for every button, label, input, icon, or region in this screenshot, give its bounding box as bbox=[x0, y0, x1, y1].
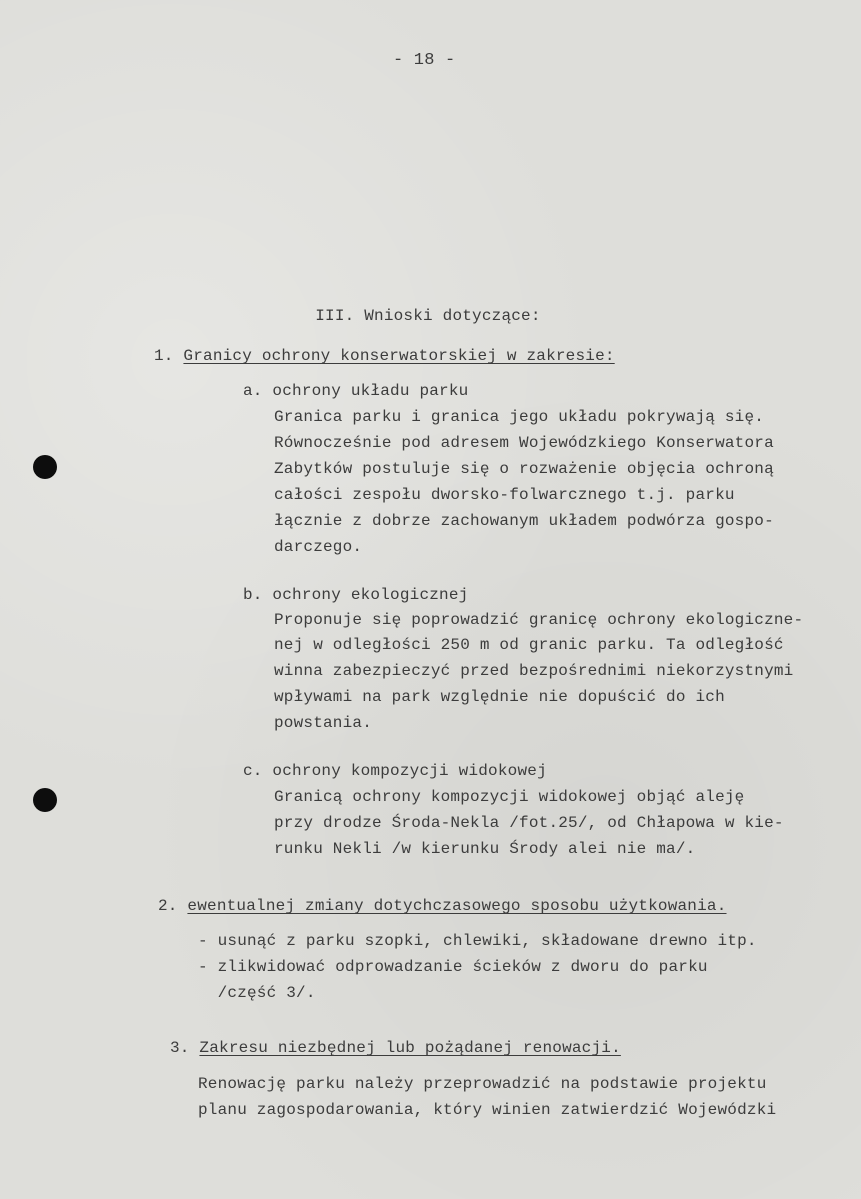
item-1b-label: b. bbox=[243, 586, 263, 604]
item-1a-title-row bbox=[243, 383, 468, 399]
item-1b-line: Proponuje się poprowadzić granicę ochrony ekologiczne- bbox=[274, 611, 804, 629]
item-1b-line: wpływami na park względnie nie dopuścić do ich bbox=[274, 688, 725, 706]
item-1-heading: Granicy ochrony konserwatorskiej w zakresie: bbox=[183, 347, 615, 365]
item-1b-title-row bbox=[243, 587, 468, 603]
item-2-line: - usunąć z parku szopki, chlewiki, składowane drewno itp. bbox=[198, 932, 757, 950]
page-number: - 18 - bbox=[393, 51, 456, 70]
item-1-number: 1. bbox=[154, 347, 174, 365]
item-1c-line: przy drodze Środa-Nekla /fot.25/, od Chłapowa w kie- bbox=[274, 814, 784, 832]
item-1b-line: powstania. bbox=[274, 714, 373, 732]
punch-hole-icon bbox=[33, 788, 57, 812]
item-1b-line: winna zabezpieczyć przed bezpośrednimi niekorzystnymi bbox=[274, 662, 794, 680]
item-3-heading-row bbox=[170, 1040, 621, 1056]
item-2-number: 2. bbox=[158, 897, 178, 915]
item-1a-line: darczego. bbox=[274, 538, 363, 556]
section-heading bbox=[276, 292, 541, 340]
item-1a-line: Równocześnie pod adresem Wojewódzkiego Konserwatora bbox=[274, 434, 774, 452]
item-1c-line: runku Nekli /w kierunku Środy alei nie ma/. bbox=[274, 840, 696, 858]
item-1c-title: ochrony kompozycji widokowej bbox=[272, 762, 547, 780]
item-1b-title: ochrony ekologicznej bbox=[272, 586, 469, 604]
item-1a-line: Zabytków postuluje się o rozważenie objęcia ochroną bbox=[274, 460, 774, 478]
item-1a-label: a. bbox=[243, 382, 263, 400]
item-3-line: planu zagospodarowania, który winien zatwierdzić Wojewódzki bbox=[198, 1101, 777, 1119]
item-2-heading: ewentualnej zmiany dotychczasowego sposobu użytkowania. bbox=[187, 897, 727, 915]
item-1a-line: całości zespołu dworsko-folwarcznego t.j. parku bbox=[274, 486, 735, 504]
item-1c-label: c. bbox=[243, 762, 263, 780]
item-1b-line: nej w odległości 250 m od granic parku. Ta odległość bbox=[274, 636, 784, 654]
item-2-line: /część 3/. bbox=[198, 984, 316, 1002]
item-2-heading-row bbox=[158, 898, 727, 914]
item-1a-line: Granica parku i granica jego układu pokrywają się. bbox=[274, 408, 765, 426]
item-3-heading: Zakresu niezbędnej lub pożądanej renowacji. bbox=[199, 1039, 621, 1057]
item-2-line: - zlikwidować odprowadzanie ścieków z dworu do parku bbox=[198, 958, 708, 976]
item-3-number: 3. bbox=[170, 1039, 190, 1057]
item-1a-line: łącznie z dobrze zachowanym układem podwórza gospo- bbox=[274, 512, 774, 530]
item-1c-line: Granicą ochrony kompozycji widokowej objąć aleję bbox=[274, 788, 745, 806]
item-1a-title: ochrony układu parku bbox=[272, 382, 469, 400]
item-1-heading-row bbox=[154, 348, 615, 364]
punch-hole-icon bbox=[33, 455, 57, 479]
item-1c-title-row bbox=[243, 763, 547, 779]
item-3-line: Renowację parku należy przeprowadzić na podstawie projektu bbox=[198, 1075, 767, 1093]
section-heading-text: III. Wnioski dotyczące: bbox=[315, 307, 541, 325]
